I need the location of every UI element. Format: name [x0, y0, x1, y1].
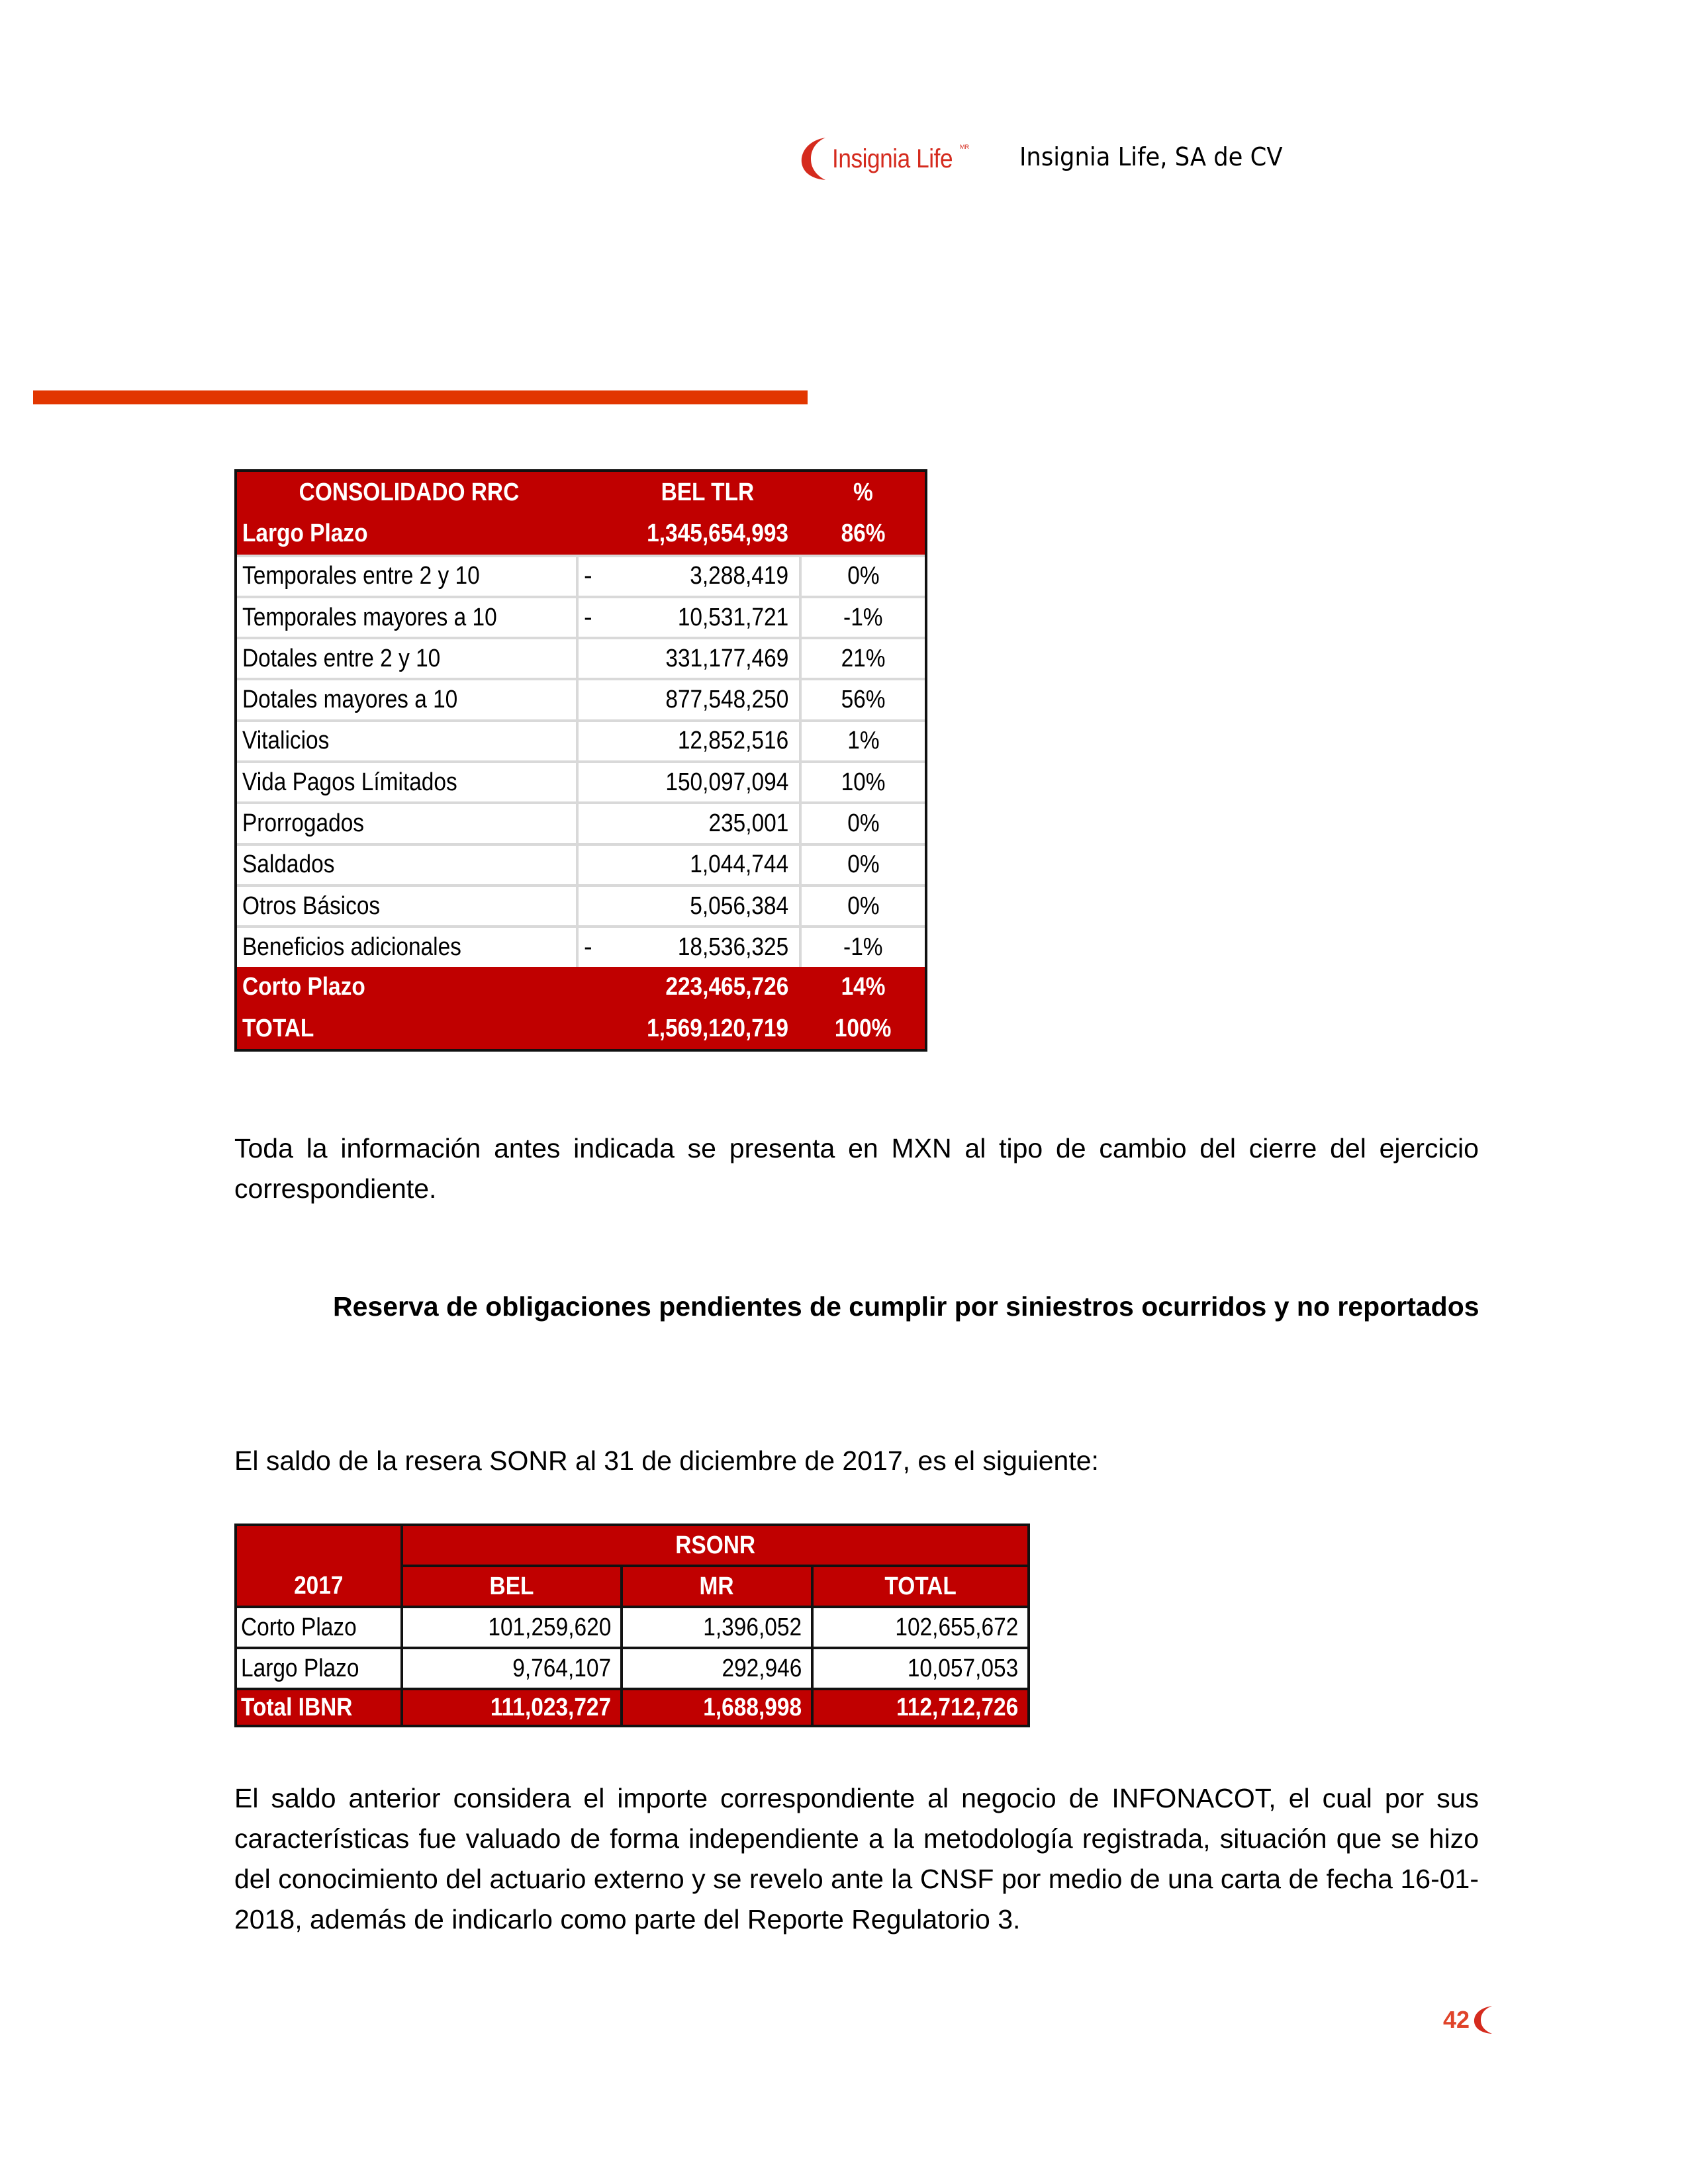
- col-header-mr: MR: [623, 1567, 811, 1606]
- bel-tlr-cell: [616, 763, 799, 801]
- bel-tlr-value: 235,001: [708, 809, 788, 838]
- percent-value: 14%: [841, 973, 886, 1001]
- row-label: TOTAL: [242, 1014, 314, 1042]
- bel-tlr-value: 223,465,726: [665, 973, 788, 1001]
- percent-cell: [799, 846, 925, 884]
- currency-note-paragraph: Toda la información antes indicada se presenta en MXN al tipo de cambio del cierre del ejercicio correspondiente.: [234, 1133, 1479, 1204]
- table-body: [237, 513, 925, 1049]
- bel-tlr-cell: [616, 1008, 799, 1049]
- percent-value: -1%: [843, 933, 883, 961]
- row-label: Temporales entre 2 y 10: [242, 562, 480, 590]
- bel-tlr-value: 150,097,094: [665, 768, 788, 796]
- bel-tlr-value: 1,569,120,719: [647, 1014, 788, 1042]
- percent-cell: [799, 928, 925, 966]
- bel-tlr-cell: [616, 804, 799, 842]
- percent-cell: [799, 1008, 925, 1049]
- col-header-total: TOTAL: [814, 1567, 1027, 1606]
- sign-indicator: -: [584, 562, 592, 590]
- percent-cell: [799, 639, 925, 678]
- percent-value: 56%: [841, 686, 886, 714]
- sign-indicator: -: [584, 933, 592, 961]
- bel-tlr-cell: [616, 639, 799, 678]
- header-percent: %: [853, 478, 873, 506]
- cell-total-total: 112,712,726: [814, 1690, 1027, 1725]
- bel-tlr-value: 1,044,744: [690, 850, 788, 879]
- grid-line: [811, 1565, 814, 1725]
- bel-tlr-value: 1,345,654,993: [647, 519, 788, 547]
- row-label: Beneficios adicionales: [242, 933, 461, 961]
- percent-value: 0%: [847, 562, 880, 590]
- table-row: [237, 801, 925, 842]
- row-label-cell: [237, 1008, 576, 1049]
- row-label-total-ibnr: Total IBNR: [237, 1690, 400, 1725]
- cell-largo-total: 10,057,053: [814, 1649, 1027, 1688]
- table-row: [237, 596, 925, 637]
- bel-tlr-value: 3,288,419: [690, 562, 788, 590]
- table-row: [237, 884, 925, 925]
- page-number: [1443, 2005, 1493, 2034]
- row-label-corto-plazo: Corto Plazo: [237, 1608, 400, 1647]
- logo-wordmark: Insignia Life: [832, 144, 953, 173]
- row-label: Prorrogados: [242, 809, 365, 838]
- row-label: Dotales mayores a 10: [242, 686, 458, 714]
- year-label: 2017: [294, 1572, 344, 1600]
- grid-line: [400, 1565, 1027, 1567]
- sign-cell: [576, 722, 616, 760]
- rsonr-group-header: [403, 1526, 1027, 1565]
- row-label-cell: [237, 846, 576, 884]
- cell-largo-mr: 292,946: [623, 1649, 811, 1688]
- row-label-cell: [237, 722, 576, 760]
- row-label: Otros Básicos: [242, 891, 381, 920]
- bel-tlr-cell: [616, 722, 799, 760]
- bel-tlr-cell: [616, 887, 799, 925]
- bel-tlr-cell: [616, 680, 799, 719]
- table-row: [237, 555, 925, 596]
- sign-cell: [576, 846, 616, 884]
- bel-tlr-value: 10,531,721: [677, 603, 788, 631]
- cell-largo-bel: 9,764,107: [403, 1649, 620, 1688]
- row-label: Temporales mayores a 10: [242, 603, 497, 631]
- bel-tlr-cell: [616, 928, 799, 966]
- table-row: [237, 1008, 925, 1049]
- sign-cell: [576, 967, 616, 1008]
- grid-line: [620, 1565, 623, 1725]
- company-name: Insignia Life, SA de CV: [1019, 142, 1283, 171]
- header-bel-tlr: BEL TLR: [661, 478, 754, 506]
- percent-value: -1%: [843, 603, 883, 631]
- grid-line: [237, 1606, 1027, 1608]
- percent-cell: [799, 763, 925, 801]
- sign-cell: [576, 1008, 616, 1049]
- percent-cell: [799, 513, 925, 554]
- header-consolidado-rrc: CONSOLIDADO RRC: [299, 478, 520, 506]
- rsonr-label: RSONR: [675, 1531, 755, 1559]
- crescent-logo-icon: [1472, 2005, 1493, 2034]
- percent-value: 10%: [841, 768, 886, 796]
- bel-tlr-value: 331,177,469: [665, 644, 788, 672]
- percent-cell: [799, 967, 925, 1008]
- bel-tlr-value: 18,536,325: [677, 933, 788, 961]
- table-row: [237, 513, 925, 554]
- sign-cell: [576, 804, 616, 842]
- row-label-cell: [237, 639, 576, 678]
- section-heading-sonr: Reserva de obligaciones pendientes de cumplir por siniestros ocurridos y no reportados: [333, 1291, 1479, 1322]
- bel-tlr-cell: [616, 598, 799, 637]
- sign-cell: [576, 680, 616, 719]
- row-label-cell: [237, 763, 576, 801]
- row-label: Largo Plazo: [242, 519, 368, 547]
- table-row: [237, 760, 925, 801]
- row-label-cell: [237, 887, 576, 925]
- percent-cell: [799, 680, 925, 719]
- row-label: Vitalicios: [242, 727, 330, 755]
- percent-cell: [799, 887, 925, 925]
- row-label: Corto Plazo: [242, 973, 365, 1001]
- percent-value: 100%: [835, 1014, 892, 1042]
- cell-corto-bel: 101,259,620: [403, 1608, 620, 1647]
- table-row: [237, 843, 925, 884]
- consolidado-rrc-table: [234, 469, 927, 1052]
- accent-bar: [33, 390, 808, 404]
- page-number-text: 42: [1443, 2006, 1470, 2033]
- sign-cell: [576, 928, 616, 966]
- logo-trademark: MR: [959, 144, 969, 150]
- col-header-bel: BEL: [403, 1567, 620, 1606]
- sign-cell: [576, 887, 616, 925]
- percent-value: 0%: [847, 850, 880, 879]
- percent-cell: [799, 804, 925, 842]
- percent-cell: [799, 722, 925, 760]
- row-label-cell: [237, 598, 576, 637]
- bel-tlr-cell: [616, 846, 799, 884]
- table-header-row: [237, 472, 925, 513]
- bel-tlr-cell: [616, 967, 799, 1008]
- row-label: Dotales entre 2 y 10: [242, 644, 441, 672]
- infonacot-paragraph: El saldo anterior considera el importe correspondiente al negocio de INFONACOT, el cual por sus características fue valuado de forma independiente a la metodología registrada, situación que se hizo del conocimiento del actuario externo y se revelo ante la CNSF por medio de una carta de fecha 16-01-2018, además de indicarlo como parte del Reporte Regulatorio 3.: [234, 1783, 1479, 1934]
- percent-cell: [799, 598, 925, 637]
- rsonr-table: [234, 1524, 1030, 1727]
- table-row: [237, 967, 925, 1008]
- row-label-cell: [237, 557, 576, 596]
- sign-cell: [576, 557, 616, 596]
- insignia-life-logo: [799, 136, 969, 182]
- cell-total-bel: 111,023,727: [403, 1690, 620, 1725]
- sign-cell: [576, 513, 616, 554]
- percent-value: 86%: [841, 519, 886, 547]
- percent-value: 21%: [841, 644, 886, 672]
- row-label-cell: [237, 680, 576, 719]
- cell-corto-total: 102,655,672: [814, 1608, 1027, 1647]
- table-row: [237, 637, 925, 678]
- bel-tlr-value: 877,548,250: [665, 686, 788, 714]
- row-label: Vida Pagos Límitados: [242, 768, 457, 796]
- sign-cell: [576, 639, 616, 678]
- sonr-intro-paragraph: El saldo de la resera SONR al 31 de diciembre de 2017, es el siguiente:: [234, 1445, 1099, 1476]
- sign-indicator: -: [584, 603, 592, 631]
- table-row: [237, 719, 925, 760]
- bel-tlr-value: 12,852,516: [677, 727, 788, 755]
- percent-value: 0%: [847, 809, 880, 838]
- row-label-cell: [237, 513, 576, 554]
- percent-value: 1%: [847, 727, 880, 755]
- cell-total-mr: 1,688,998: [623, 1690, 811, 1725]
- row-label-cell: [237, 928, 576, 966]
- grid-line: [237, 1647, 1027, 1649]
- table-row: [237, 925, 925, 966]
- bel-tlr-cell: [616, 557, 799, 596]
- year-header-cell: [237, 1526, 400, 1606]
- crescent-logo-icon: [799, 136, 831, 181]
- percent-value: 0%: [847, 891, 880, 920]
- row-label: Saldados: [242, 850, 335, 879]
- cell-corto-mr: 1,396,052: [623, 1608, 811, 1647]
- bel-tlr-value: 5,056,384: [690, 891, 788, 920]
- row-label-cell: [237, 804, 576, 842]
- row-label-cell: [237, 967, 576, 1008]
- sign-cell: [576, 763, 616, 801]
- grid-line: [400, 1526, 403, 1725]
- table-row: [237, 678, 925, 719]
- sign-cell: [576, 598, 616, 637]
- bel-tlr-cell: [616, 513, 799, 554]
- percent-cell: [799, 557, 925, 596]
- row-label-largo-plazo: Largo Plazo: [237, 1649, 400, 1688]
- grid-line: [237, 1688, 1027, 1690]
